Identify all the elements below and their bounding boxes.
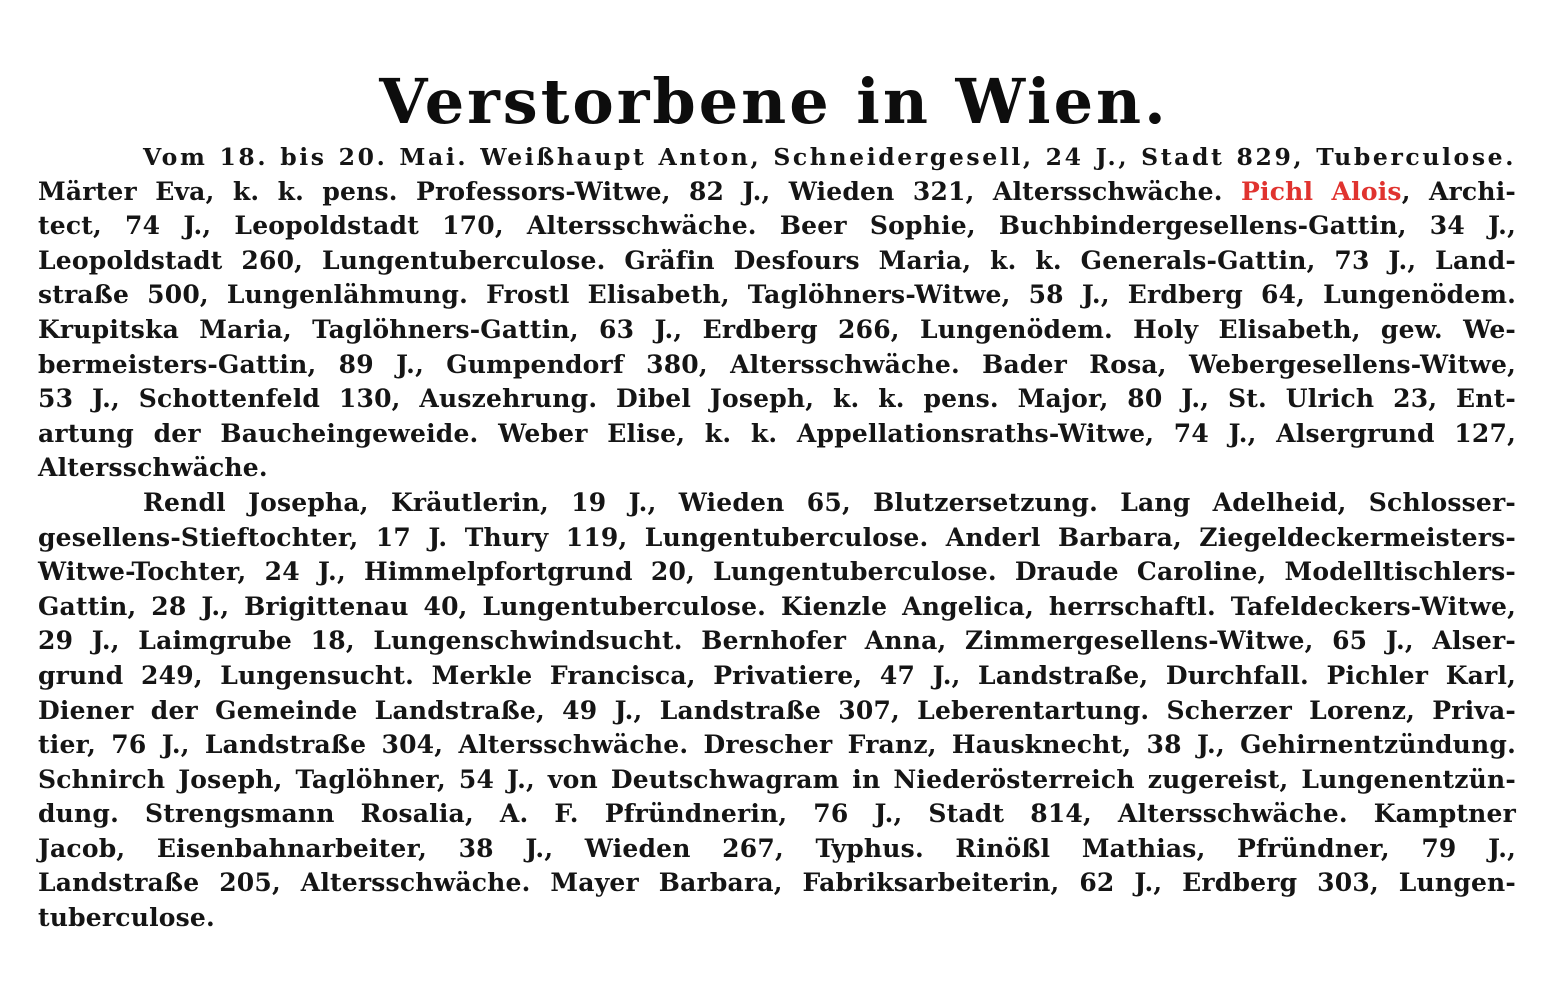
text-segment: tier, 76 J., Landstraße 304, Altersschwäche. Drescher Franz, Hausknecht, 38 J., Gehirnentzündung. (38, 730, 1516, 760)
text-segment: dung. Strengsmann Rosalia, A. F. Pfründnerin, 76 J., Stadt 814, Altersschwäche. Kamptner (38, 799, 1516, 829)
text-segment: 29 J., Laimgrube 18, Lungenschwindsucht. Bernhofer Anna, Zimmergesellens-Witwe, 65 J., Alser- (38, 626, 1516, 656)
death-notices-text (38, 140, 1516, 936)
text-line (38, 140, 1516, 175)
text-segment: bermeisters-Gattin, 89 J., Gumpendorf 380, Altersschwäche. Bader Rosa, Webergesellens-Witwe, (38, 349, 1516, 379)
text-segment: Leopoldstadt 260, Lungentuberculose. Gräfin Desfours Maria, k. k. Generals-Gattin, 73 J., Land- (38, 245, 1516, 275)
text-line (38, 175, 1516, 210)
text-line (38, 521, 1516, 556)
text-segment: Witwe-Tochter, 24 J., Himmelpfortgrund 20, Lungentuberculose. Draude Caroline, Modelltischlers- (38, 557, 1516, 587)
text-line (38, 590, 1516, 625)
text-line (38, 417, 1516, 452)
text-line (38, 901, 1516, 936)
text-line (38, 555, 1516, 590)
text-line (38, 313, 1516, 348)
text-line (38, 451, 1516, 486)
text-line (38, 694, 1516, 729)
text-segment: Krupitska Maria, Taglöhners-Gattin, 63 J., Erdberg 266, Lungenödem. Holy Elisabeth, gew. We- (38, 314, 1516, 344)
text-segment: Jacob, Eisenbahnarbeiter, 38 J., Wieden 267, Typhus. Rinößl Mathias, Pfründner, 79 J., (38, 833, 1516, 863)
text-line (38, 244, 1516, 279)
text-segment: Altersschwäche. (38, 453, 268, 483)
text-segment: gesellens-Stieftochter, 17 J. Thury 119, Lungentuberculose. Anderl Barbara, Ziegeldeckermeisters- (38, 522, 1516, 552)
text-segment: grund 249, Lungensucht. Merkle Francisca, Privatiere, 47 J., Landstraße, Durchfall. Pichler Karl, (38, 660, 1516, 690)
text-line (38, 763, 1516, 798)
text-segment: Schnirch Joseph, Taglöhner, 54 J., von Deutschwagram in Niederösterreich zugereist, Lungenentzün- (38, 764, 1516, 794)
text-segment: Landstraße 205, Altersschwäche. Mayer Barbara, Fabriksarbeiterin, 62 J., Erdberg 303, Lungen- (38, 868, 1516, 898)
text-line (38, 382, 1516, 417)
text-line (38, 486, 1516, 521)
text-line (38, 797, 1516, 832)
text-segment: tuberculose. (38, 903, 215, 933)
text-segment: , Archi- (1401, 176, 1516, 206)
text-segment: artung der Baucheingeweide. Weber Elise, k. k. Appellationsraths-Witwe, 74 J., Alsergrund 127, (38, 418, 1516, 448)
text-segment: Gattin, 28 J., Brigittenau 40, Lungentuberculose. Kienzle Angelica, herrschaftl. Tafeldeckers-Witwe, (38, 591, 1516, 621)
text-line (38, 832, 1516, 867)
text-segment: Vom 18. bis 20. Mai. Weißhaupt Anton, Schneidergesell, 24 J., Stadt 829, Tuberculose. (143, 143, 1516, 171)
text-line (38, 624, 1516, 659)
text-segment: Rendl Josepha, Kräutlerin, 19 J., Wieden 65, Blutzersetzung. Lang Adelheid, Schlosser- (143, 487, 1516, 517)
text-line (38, 659, 1516, 694)
text-line (38, 728, 1516, 763)
page-title: Verstorbene in Wien. (379, 65, 1169, 138)
text-segment: Diener der Gemeinde Landstraße, 49 J., Landstraße 307, Leberentartung. Scherzer Lorenz, Priva- (38, 695, 1516, 725)
highlighted-name: Pichl Alois (1241, 176, 1402, 206)
text-line (38, 209, 1516, 244)
text-segment: tect, 74 J., Leopoldstadt 170, Altersschwäche. Beer Sophie, Buchbindergesellens-Gattin, 34 J., (38, 211, 1516, 241)
text-line (38, 348, 1516, 383)
text-segment: straße 500, Lungenlähmung. Frostl Elisabeth, Taglöhners-Witwe, 58 J., Erdberg 64, Lungenödem. (38, 280, 1516, 310)
text-segment: 53 J., Schottenfeld 130, Auszehrung. Dibel Joseph, k. k. pens. Major, 80 J., St. Ulrich 23, Ent- (38, 384, 1516, 414)
text-line (38, 866, 1516, 901)
text-line (38, 278, 1516, 313)
text-segment: Märter Eva, k. k. pens. Professors-Witwe, 82 J., Wieden 321, Altersschwäche. (38, 176, 1242, 206)
